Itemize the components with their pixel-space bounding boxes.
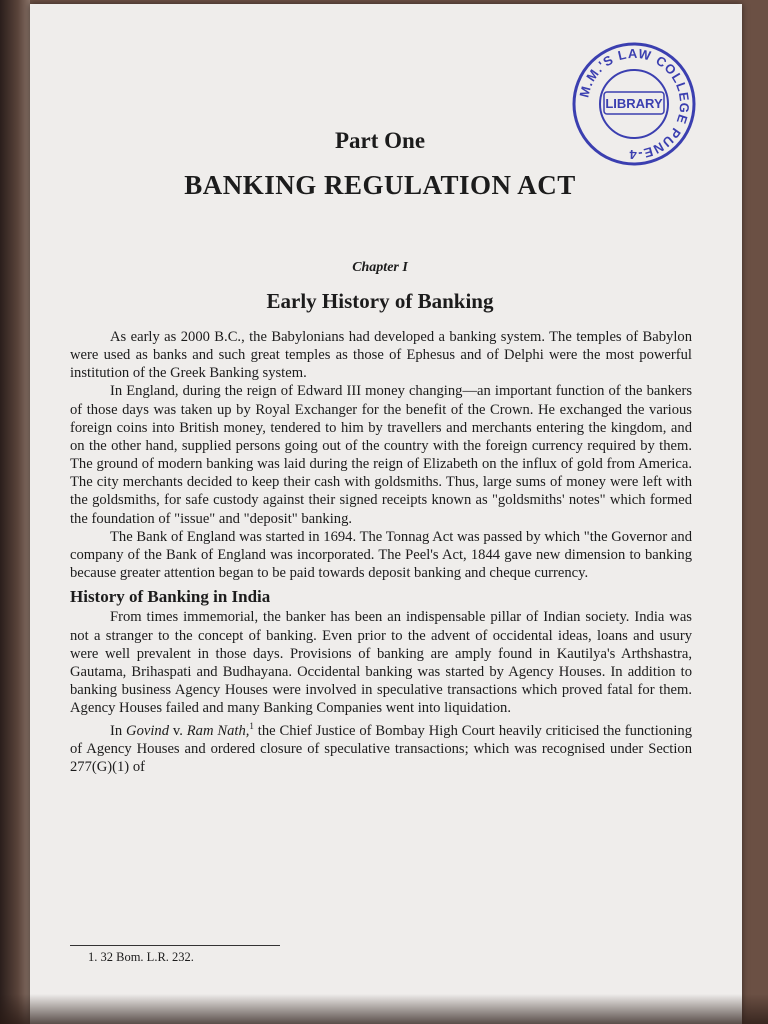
- footnote: [88, 950, 194, 965]
- section-heading: History of Banking in India: [70, 587, 271, 607]
- chapter-title: Early History of Banking: [266, 289, 494, 313]
- case-versus: v.: [172, 723, 183, 740]
- footnote-number: 1.: [88, 950, 98, 964]
- part-title: Part One: [334, 128, 426, 153]
- paragraph-england: In England, during the reign of Edward III money changing—an important function of the bankers of those days was taken up by Royal Exchanger for the benefit of the Crown. He exchanged the various foreign coins into British money, tendered to him by travellers and merchants entering the kingdom, and on the other hand, supplied persons going out of the country with the foreign currency required by them. The ground of modern banking was laid during the reign of Elizabeth on the influx of gold from America. The city merchants decided to keep their cash with goldsmiths. Thus, large sums of money were left with the goldsmiths, for safe custody against their signed receipts known as "goldsmiths' notes" which formed the foundation of "issue" and "deposit" banking.: [70, 383, 692, 527]
- footnote-text: 32 Bom. L.R. 232.: [100, 950, 194, 964]
- page-bottom-shadow: [0, 994, 768, 1024]
- book-binding-edge: [0, 0, 30, 1024]
- paragraph-govind-case: [70, 717, 692, 776]
- case-lead: In: [110, 723, 123, 740]
- paragraph-babylon: As early as 2000 B.C., the Babylonians had developed a banking system. The temples of Babylon were used as banks and such great temples as those of Ephesus and of Delphi were the most powerful institution of the Greek Banking system.: [70, 329, 692, 382]
- case-party-1: Govind: [126, 723, 170, 740]
- footnote-reference: 1: [249, 721, 254, 732]
- case-party-2: Ram Nath,: [186, 723, 250, 740]
- stamp-ring-text: M.M.'S LAW COLLEGE PUNE-4: [576, 45, 693, 163]
- book-page: [30, 4, 742, 1024]
- stamp-center-text: LIBRARY: [605, 96, 663, 111]
- footnote-divider: [70, 945, 280, 946]
- paragraph-bank-of-england: The Bank of England was started in 1694. The Tonnag Act was passed by which "the Governor and company of the Bank of England was incorporated. The Peel's Act, 1844 gave new dimension to banking because greater attention began to be paid towards deposit banking and cheque currency.: [70, 528, 692, 582]
- act-title: BANKING REGULATION ACT: [184, 170, 576, 200]
- body-text: [70, 328, 692, 777]
- chapter-label: Chapter I: [352, 260, 408, 275]
- paragraph-india-history: From times immemorial, the banker has been an indispensable pillar of Indian society. India was not a stranger to the concept of banking. Even prior to the advent of occidental ideas, loans and usury were well prevalent in those days. Provisions of banking are amply found in Kautilya's Arthshastra, Gautama, Brihaspati and Budhayana. Occidental banking was started by Agency Houses. In addition to banking business Agency Houses were involved in speculative transactions which proved fatal for them. Agency Houses failed and many Banking Companies went into liquidation.: [70, 609, 692, 717]
- case-text: the Chief Justice of Bombay High Court heavily criticised the functioning of Agency Houses and ordered closure of speculative transactions; which was recognised under Section 277(G)(1) of: [70, 723, 693, 776]
